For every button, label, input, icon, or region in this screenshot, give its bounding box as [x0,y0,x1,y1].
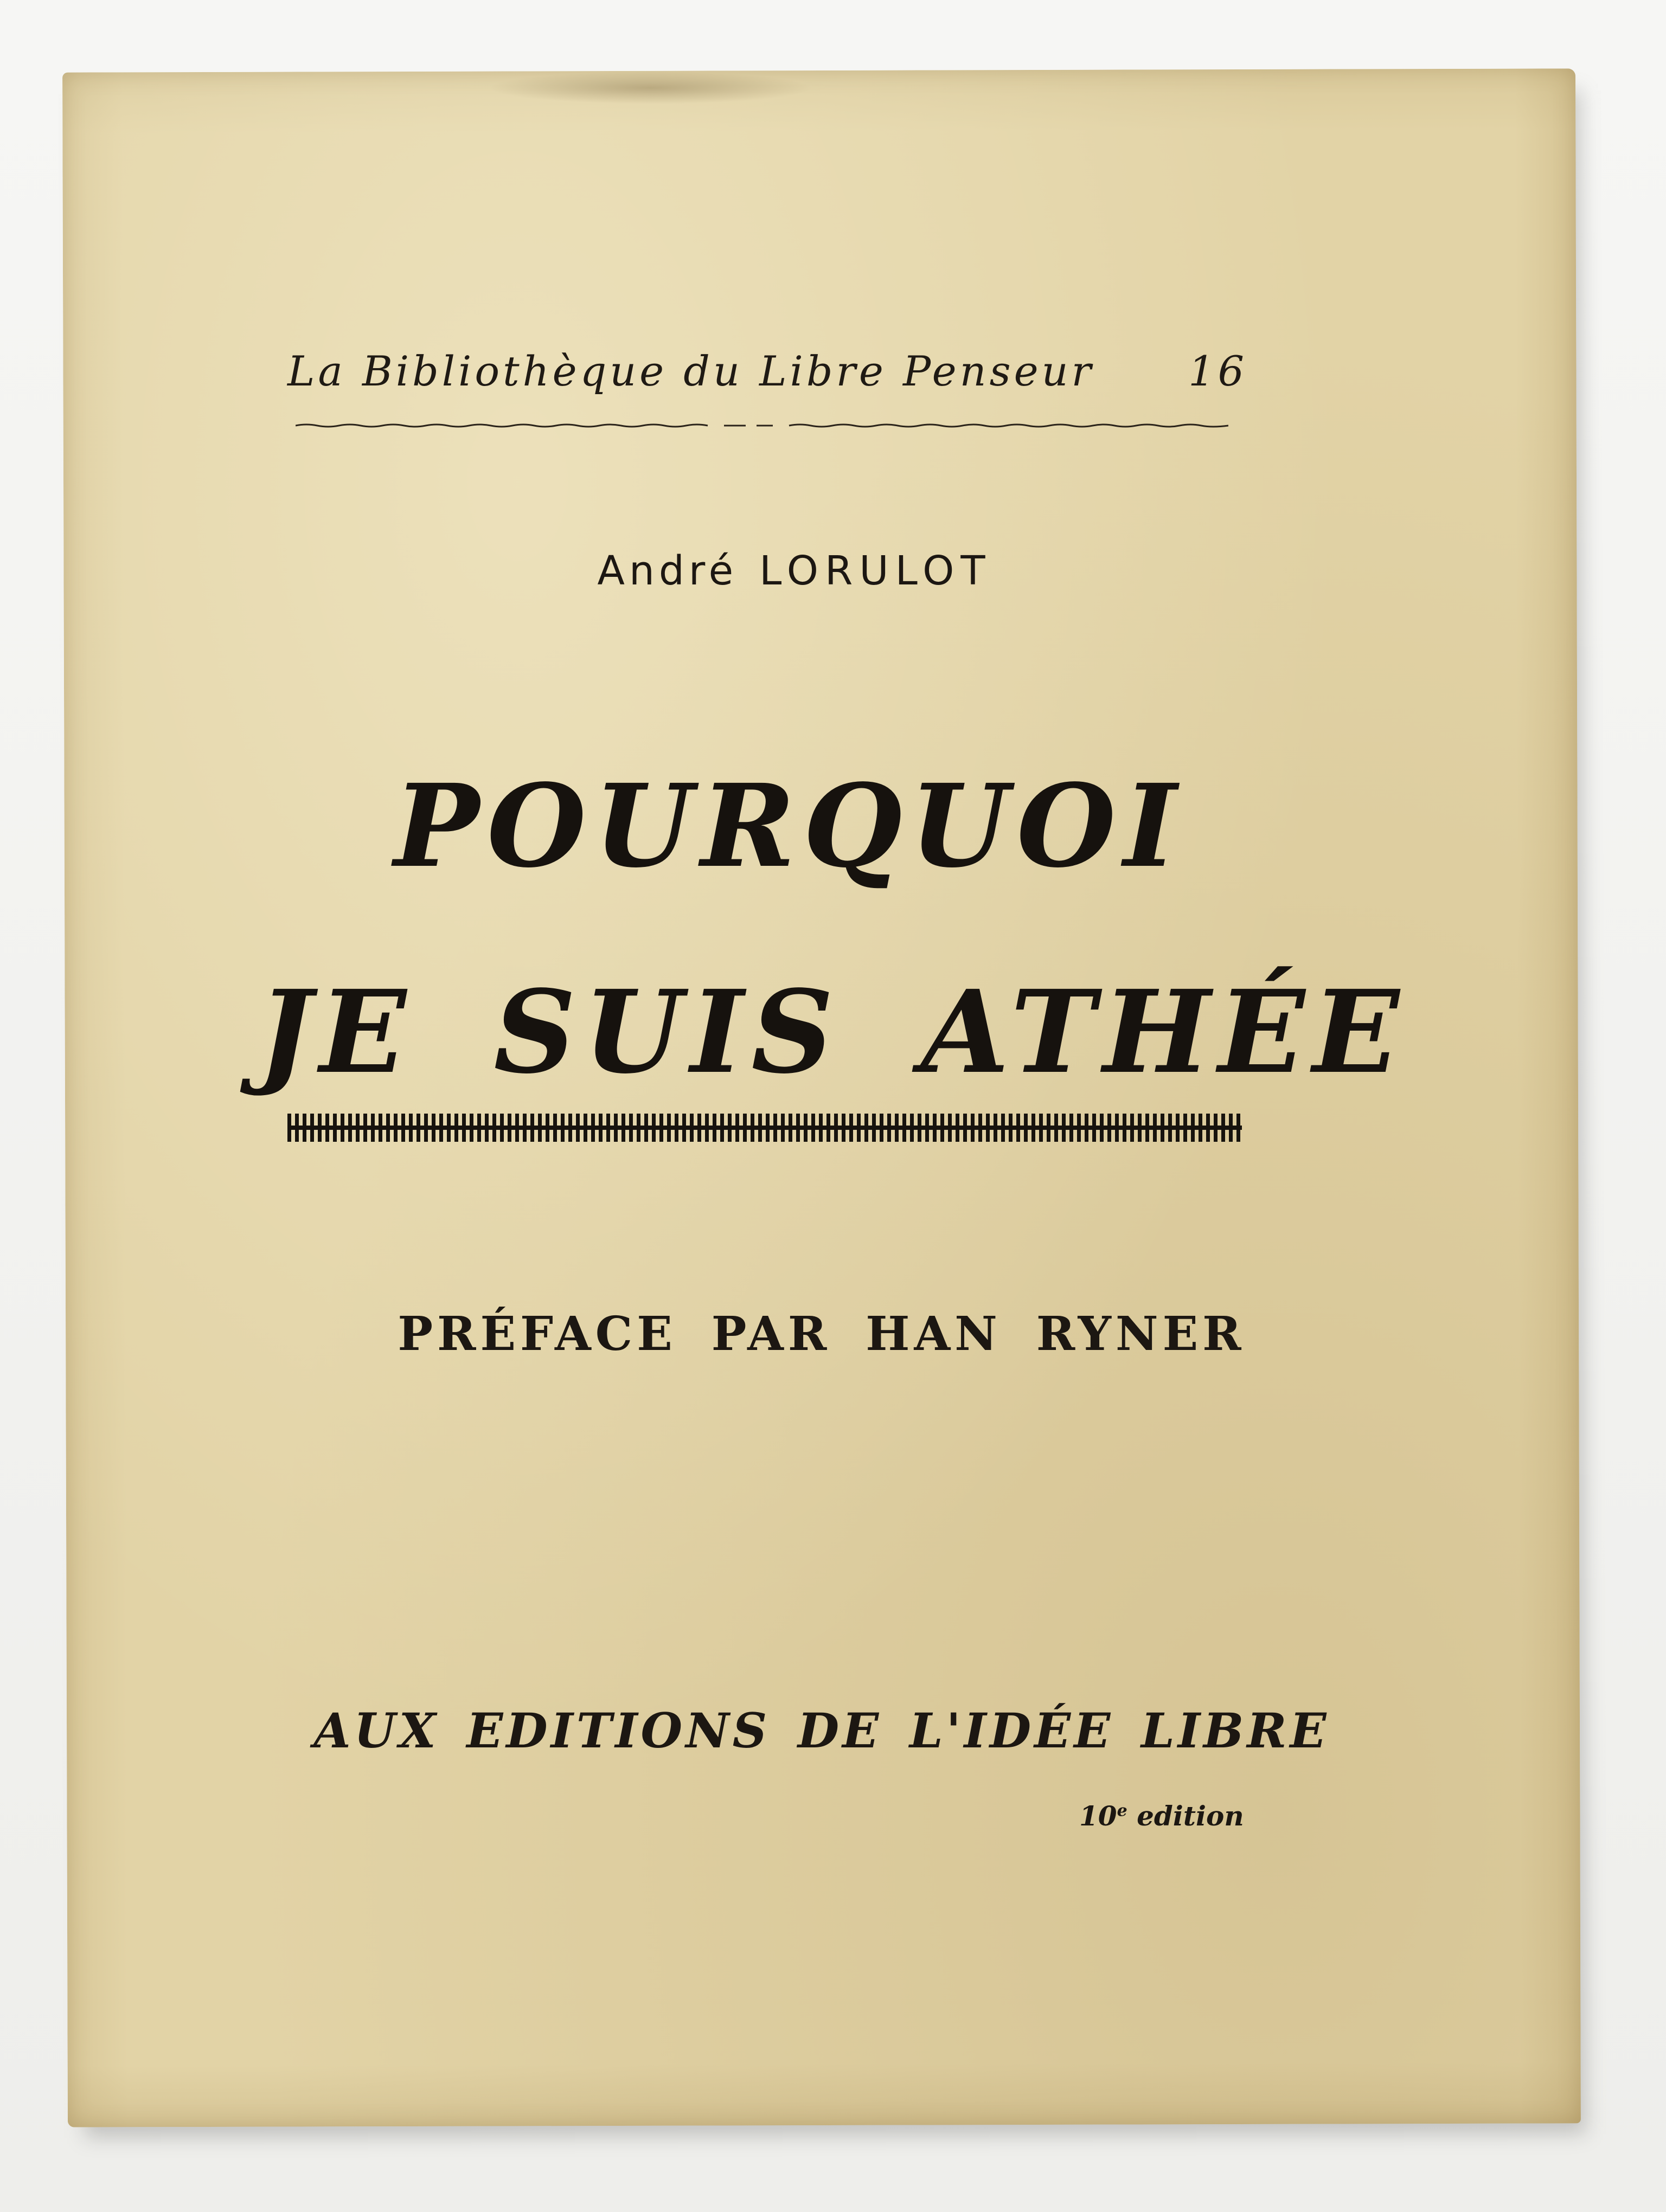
title-line-2: JE SUIS ATHÉE [258,965,1407,1099]
spine-wear [488,72,813,104]
series-title: La Bibliothèque du Libre Penseur [287,347,1094,395]
preface-line: PRÉFACE PAR HAN RYNER [398,1307,1246,1361]
edition-suffix: e [1117,1801,1127,1821]
author-first-name: André [597,548,738,594]
series-number: 16 [1188,347,1247,395]
edition-note [1079,1800,1244,1832]
series-rule [296,423,1228,428]
title-line-1: POURQUOI [394,759,1184,893]
edition-number: 10 [1079,1800,1117,1832]
title-rule [287,1111,1242,1144]
series-heading [287,347,1247,395]
publisher: AUX EDITIONS DE L'IDÉE LIBRE [313,1702,1330,1759]
edition-word: edition [1137,1800,1244,1832]
author-last-name: LORULOT [759,548,992,594]
author [0,548,1643,594]
